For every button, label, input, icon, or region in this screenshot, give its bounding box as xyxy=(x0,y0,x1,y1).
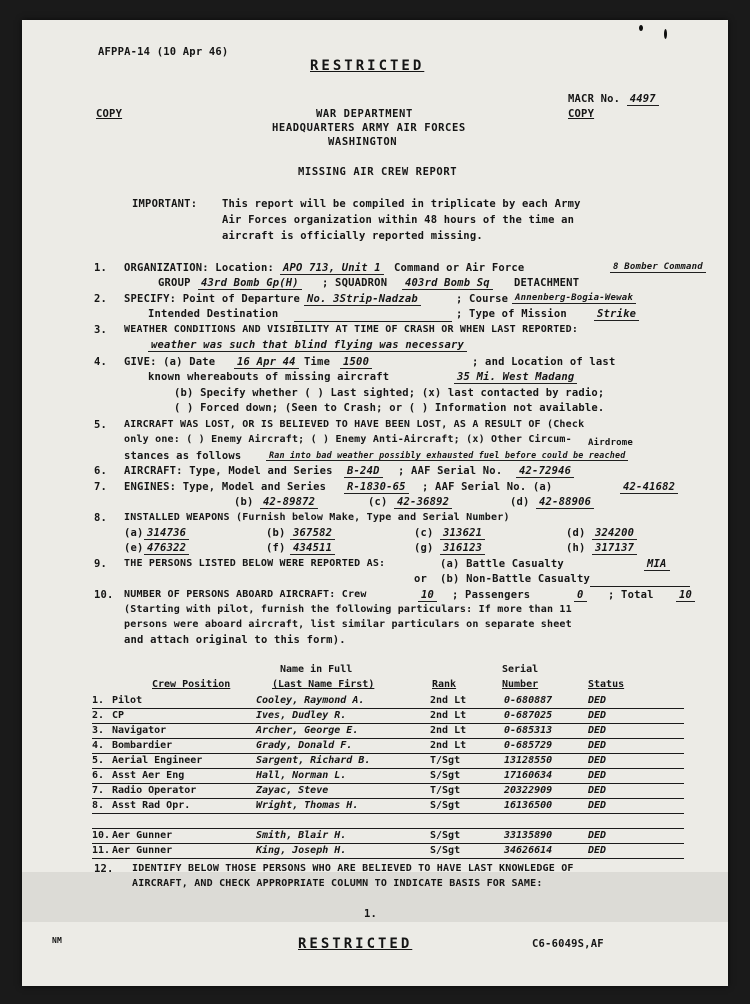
item7-b: 42-89872 xyxy=(260,496,318,509)
report-title: MISSING AIR CREW REPORT xyxy=(298,166,458,178)
item4-where: 35 Mi. West Madang xyxy=(454,371,577,384)
item7-num: 7. xyxy=(94,481,108,493)
row-rank: 2nd Lt xyxy=(430,740,467,751)
row-number: 6. xyxy=(92,770,105,781)
row-name: Grady, Donald F. xyxy=(256,740,353,751)
row-name: King, Joseph H. xyxy=(256,845,347,856)
row-serial: 20322909 xyxy=(504,785,553,796)
row-name: Smith, Blair H. xyxy=(256,830,347,841)
item1-label: ORGANIZATION: Location: xyxy=(124,262,274,274)
item8-f: 434511 xyxy=(290,542,335,555)
item8-b: 367582 xyxy=(290,527,335,540)
row-number: 7. xyxy=(92,785,105,796)
important-label: IMPORTANT: xyxy=(132,198,198,210)
item4-c: ( ) Forced down; (Seen to Crash; or ( ) Information not available. xyxy=(174,402,605,414)
col-name-1: Name in Full xyxy=(280,664,353,675)
footer-code: C6-6049S,AF xyxy=(532,938,604,950)
col-rank: Rank xyxy=(432,679,457,690)
item8-d-label: (d) xyxy=(566,527,586,539)
item7-d: 42-88906 xyxy=(536,496,594,509)
row-number: 8. xyxy=(92,800,105,811)
item2-label: SPECIFY: Point of Departure xyxy=(124,293,301,305)
item8-d: 324200 xyxy=(592,527,637,540)
item10-line4: and attach original to this form). xyxy=(124,634,346,646)
item8-num: 8. xyxy=(94,512,108,524)
restricted-footer: RESTRICTED xyxy=(298,936,413,952)
item8-c: 313621 xyxy=(440,527,485,540)
table-row xyxy=(92,770,684,784)
table-row xyxy=(92,725,684,739)
item5-circumstances-2: Airdrome xyxy=(588,438,633,448)
item10-total: 10 xyxy=(676,589,695,602)
item10-num: 10. xyxy=(94,589,114,601)
row-position: Aerial Engineer xyxy=(112,755,203,766)
item7-serial-label: ; AAF Serial No. (a) xyxy=(422,481,553,493)
row-status: DED xyxy=(588,740,607,751)
item8-e: 476322 xyxy=(144,542,189,555)
item4-time-label: Time xyxy=(304,356,331,368)
item2-course: Annenberg-Bogia-Wewak xyxy=(512,293,636,304)
row-serial: 33135890 xyxy=(504,830,553,841)
col-serial-1: Serial xyxy=(502,664,539,675)
macr-number: 4497 xyxy=(627,93,659,106)
item7-model: R-1830-65 xyxy=(344,481,409,494)
item8-g-label: (g) xyxy=(414,542,434,554)
table-row xyxy=(92,695,684,709)
row-name: Archer, George E. xyxy=(256,725,359,736)
row-name: Zayac, Steve xyxy=(256,785,329,796)
row-serial: 16136500 xyxy=(504,800,553,811)
macr-label-text: MACR No. xyxy=(568,93,621,105)
document-page xyxy=(22,20,728,986)
row-name: Wright, Thomas H. xyxy=(256,800,359,811)
item1-squadron: 403rd Bomb Sq xyxy=(402,277,493,290)
item2-num: 2. xyxy=(94,293,108,305)
item8-c-label: (c) xyxy=(414,527,434,539)
col-position: Crew Position xyxy=(152,679,231,690)
restricted-header: RESTRICTED xyxy=(310,58,425,74)
col-status: Status xyxy=(588,679,625,690)
item6-serial: 42-72946 xyxy=(516,465,574,478)
table-row xyxy=(92,710,684,724)
form-code: AFPPA-14 (10 Apr 46) xyxy=(98,46,229,58)
city-title: WASHINGTON xyxy=(328,136,398,148)
item1-cmd-label: Command or Air Force xyxy=(394,262,525,274)
row-name: Sargent, Richard B. xyxy=(256,755,371,766)
row-status: DED xyxy=(588,725,607,736)
important-line3: aircraft is officially reported missing. xyxy=(222,230,483,242)
item9-num: 9. xyxy=(94,558,108,570)
row-number: 4. xyxy=(92,740,105,751)
row-number: 11. xyxy=(92,845,111,856)
item6-label: AIRCRAFT: Type, Model and Series xyxy=(124,465,333,477)
item4-date: 16 Apr 44 xyxy=(234,356,299,369)
row-position: Aer Gunner xyxy=(112,830,173,841)
item4-label: GIVE: (a) Date xyxy=(124,356,216,368)
item2-dest-label: Intended Destination xyxy=(148,308,279,320)
item5-line3: stances as follows xyxy=(124,450,242,462)
item1-squadron-label: ; SQUADRON xyxy=(322,277,388,289)
row-status: DED xyxy=(588,785,607,796)
row-name: Cooley, Raymond A. xyxy=(256,695,365,706)
row-status: DED xyxy=(588,800,607,811)
row-rank: S/Sgt xyxy=(430,800,461,811)
hq-title: HEADQUARTERS ARMY AIR FORCES xyxy=(272,122,466,134)
row-serial: 17160634 xyxy=(504,770,553,781)
row-serial: 0-680887 xyxy=(504,695,553,706)
item3-label: WEATHER CONDITIONS AND VISIBILITY AT TIME OF CRASH OR WHEN LAST REPORTED: xyxy=(124,324,579,335)
item2-dest-line xyxy=(294,321,452,322)
item2-departure: No. 3Strip-Nadzab xyxy=(304,293,421,306)
item8-g: 316123 xyxy=(440,542,485,555)
item7-b-label: (b) xyxy=(234,496,254,508)
footer-mark: NM xyxy=(52,936,63,945)
important-line2: Air Forces organization within 48 hours of the time an xyxy=(222,214,575,226)
item2-course-label: ; Course xyxy=(456,293,509,305)
row-number: 5. xyxy=(92,755,105,766)
item2-mission-label: ; Type of Mission xyxy=(456,308,567,320)
copy-left: COPY xyxy=(96,108,123,120)
item7-c: 42-36892 xyxy=(394,496,452,509)
row-status: DED xyxy=(588,755,607,766)
row-position: Pilot xyxy=(112,695,143,706)
item12-line2: AIRCRAFT, AND CHECK APPROPRIATE COLUMN TO INDICATE BASIS FOR SAME: xyxy=(132,878,543,889)
table-row xyxy=(92,785,684,799)
important-line1: This report will be compiled in triplicate by each Army xyxy=(222,198,581,210)
item5-line2: only one: ( ) Enemy Aircraft; ( ) Enemy Anti-Aircraft; (x) Other Circum- xyxy=(124,434,572,445)
row-position: Asst Aer Eng xyxy=(112,770,185,781)
item1-num: 1. xyxy=(94,262,108,274)
row-serial: 0-685729 xyxy=(504,740,553,751)
row-rank: S/Sgt xyxy=(430,830,461,841)
speck xyxy=(664,29,667,39)
item6-num: 6. xyxy=(94,465,108,477)
row-status: DED xyxy=(588,695,607,706)
row-rank: 2nd Lt xyxy=(430,725,467,736)
item5-circumstances: Ran into bad weather possibly exhausted fuel before could be reached xyxy=(266,450,628,461)
row-position: Radio Operator xyxy=(112,785,197,796)
row-position: Aer Gunner xyxy=(112,845,173,856)
item10-passengers-label: ; Passengers xyxy=(452,589,531,601)
col-name-2: (Last Name First) xyxy=(272,679,375,690)
item10-total-label: ; Total xyxy=(608,589,654,601)
row-position: CP xyxy=(112,710,125,721)
row-position: Asst Rad Opr. xyxy=(112,800,191,811)
item10-line3: persons were aboard aircraft, list similar particulars on separate sheet xyxy=(124,619,572,630)
item4-num: 4. xyxy=(94,356,108,368)
row-rank: S/Sgt xyxy=(430,845,461,856)
item10-passengers: 0 xyxy=(574,589,587,602)
table-row xyxy=(92,800,684,814)
row-serial: 13128550 xyxy=(504,755,553,766)
table-row xyxy=(92,740,684,754)
item7-label: ENGINES: Type, Model and Series xyxy=(124,481,327,493)
row-serial: 34626614 xyxy=(504,845,553,856)
table-row xyxy=(92,845,684,859)
item8-f-label: (f) xyxy=(266,542,286,554)
row-rank: S/Sgt xyxy=(430,770,461,781)
item5-num: 5. xyxy=(94,419,108,431)
item9-b: (b) Non-Battle Casualty xyxy=(440,573,590,585)
row-number: 2. xyxy=(92,710,105,721)
item10-label: NUMBER OF PERSONS ABOARD AIRCRAFT: Crew xyxy=(124,589,367,600)
row-serial: 0-687025 xyxy=(504,710,553,721)
item7-d-label: (d) xyxy=(510,496,530,508)
row-number: 10. xyxy=(92,830,111,841)
item1-cmd: 8 Bomber Command xyxy=(610,262,706,273)
item6-serial-label: ; AAF Serial No. xyxy=(398,465,503,477)
item8-h-label: (h) xyxy=(566,542,586,554)
row-rank: 2nd Lt xyxy=(430,710,467,721)
row-status: DED xyxy=(588,770,607,781)
item9-or: or xyxy=(414,573,428,585)
item4-b: (b) Specify whether ( ) Last sighted; (x) last contacted by radio; xyxy=(174,387,605,399)
row-rank: 2nd Lt xyxy=(430,695,467,706)
item2-mission: Strike xyxy=(594,308,639,321)
row-position: Navigator xyxy=(112,725,167,736)
item1-group: 43rd Bomb Gp(H) xyxy=(198,277,302,290)
item4-known: known whereabouts of missing aircraft xyxy=(148,371,390,383)
row-status: DED xyxy=(588,845,607,856)
item10-crew: 10 xyxy=(418,589,437,602)
item5-line1: AIRCRAFT WAS LOST, OR IS BELIEVED TO HAVE BEEN LOST, AS A RESULT OF (Check xyxy=(124,419,585,430)
item8-e-label: (e) xyxy=(124,542,144,554)
item1-location: APO 713, Unit 1 xyxy=(280,262,384,275)
item9-a-value: MIA xyxy=(644,558,670,571)
item7-c-label: (c) xyxy=(368,496,388,508)
row-name: Ives, Dudley R. xyxy=(256,710,347,721)
item12-line1: IDENTIFY BELOW THOSE PERSONS WHO ARE BELIEVED TO HAVE LAST KNOWLEDGE OF xyxy=(132,863,574,874)
row-status: DED xyxy=(588,710,607,721)
row-rank: T/Sgt xyxy=(430,785,461,796)
row-serial: 0-685313 xyxy=(504,725,553,736)
item4-location-label: ; and Location of last xyxy=(472,356,616,368)
row-rank: T/Sgt xyxy=(430,755,461,766)
copy-right: COPY xyxy=(568,108,595,120)
page-number: 1. xyxy=(364,908,378,920)
item1-group-label: GROUP xyxy=(158,277,191,289)
item9-label: THE PERSONS LISTED BELOW WERE REPORTED AS: xyxy=(124,558,386,569)
item8-h: 317137 xyxy=(592,542,637,555)
table-row-blank xyxy=(92,815,684,829)
item3-num: 3. xyxy=(94,324,108,336)
item6-model: B-24D xyxy=(344,465,383,478)
dept-title: WAR DEPARTMENT xyxy=(316,108,413,120)
speck xyxy=(639,25,643,31)
item3-value: weather was such that blind flying was necessary xyxy=(148,339,467,352)
row-position: Bombardier xyxy=(112,740,173,751)
item8-a-label: (a) xyxy=(124,527,144,539)
row-number: 3. xyxy=(92,725,105,736)
row-status: DED xyxy=(588,830,607,841)
row-name: Hall, Norman L. xyxy=(256,770,347,781)
item12-num: 12. xyxy=(94,863,114,875)
item8-a: 314736 xyxy=(144,527,189,540)
item7-a: 42-41682 xyxy=(620,481,678,494)
table-row xyxy=(92,755,684,769)
item10-line2: (Starting with pilot, furnish the following particulars: If more than 11 xyxy=(124,604,572,615)
item4-time: 1500 xyxy=(340,356,372,369)
col-serial-2: Number xyxy=(502,679,539,690)
item8-label: INSTALLED WEAPONS (Furnish below Make, Type and Serial Number) xyxy=(124,512,510,523)
item1-detachment: DETACHMENT xyxy=(514,277,580,289)
item8-b-label: (b) xyxy=(266,527,286,539)
item9-b-line xyxy=(590,586,690,587)
macr-label xyxy=(568,93,659,105)
row-number: 1. xyxy=(92,695,105,706)
table-row xyxy=(92,830,684,844)
item9-a: (a) Battle Casualty xyxy=(440,558,564,570)
